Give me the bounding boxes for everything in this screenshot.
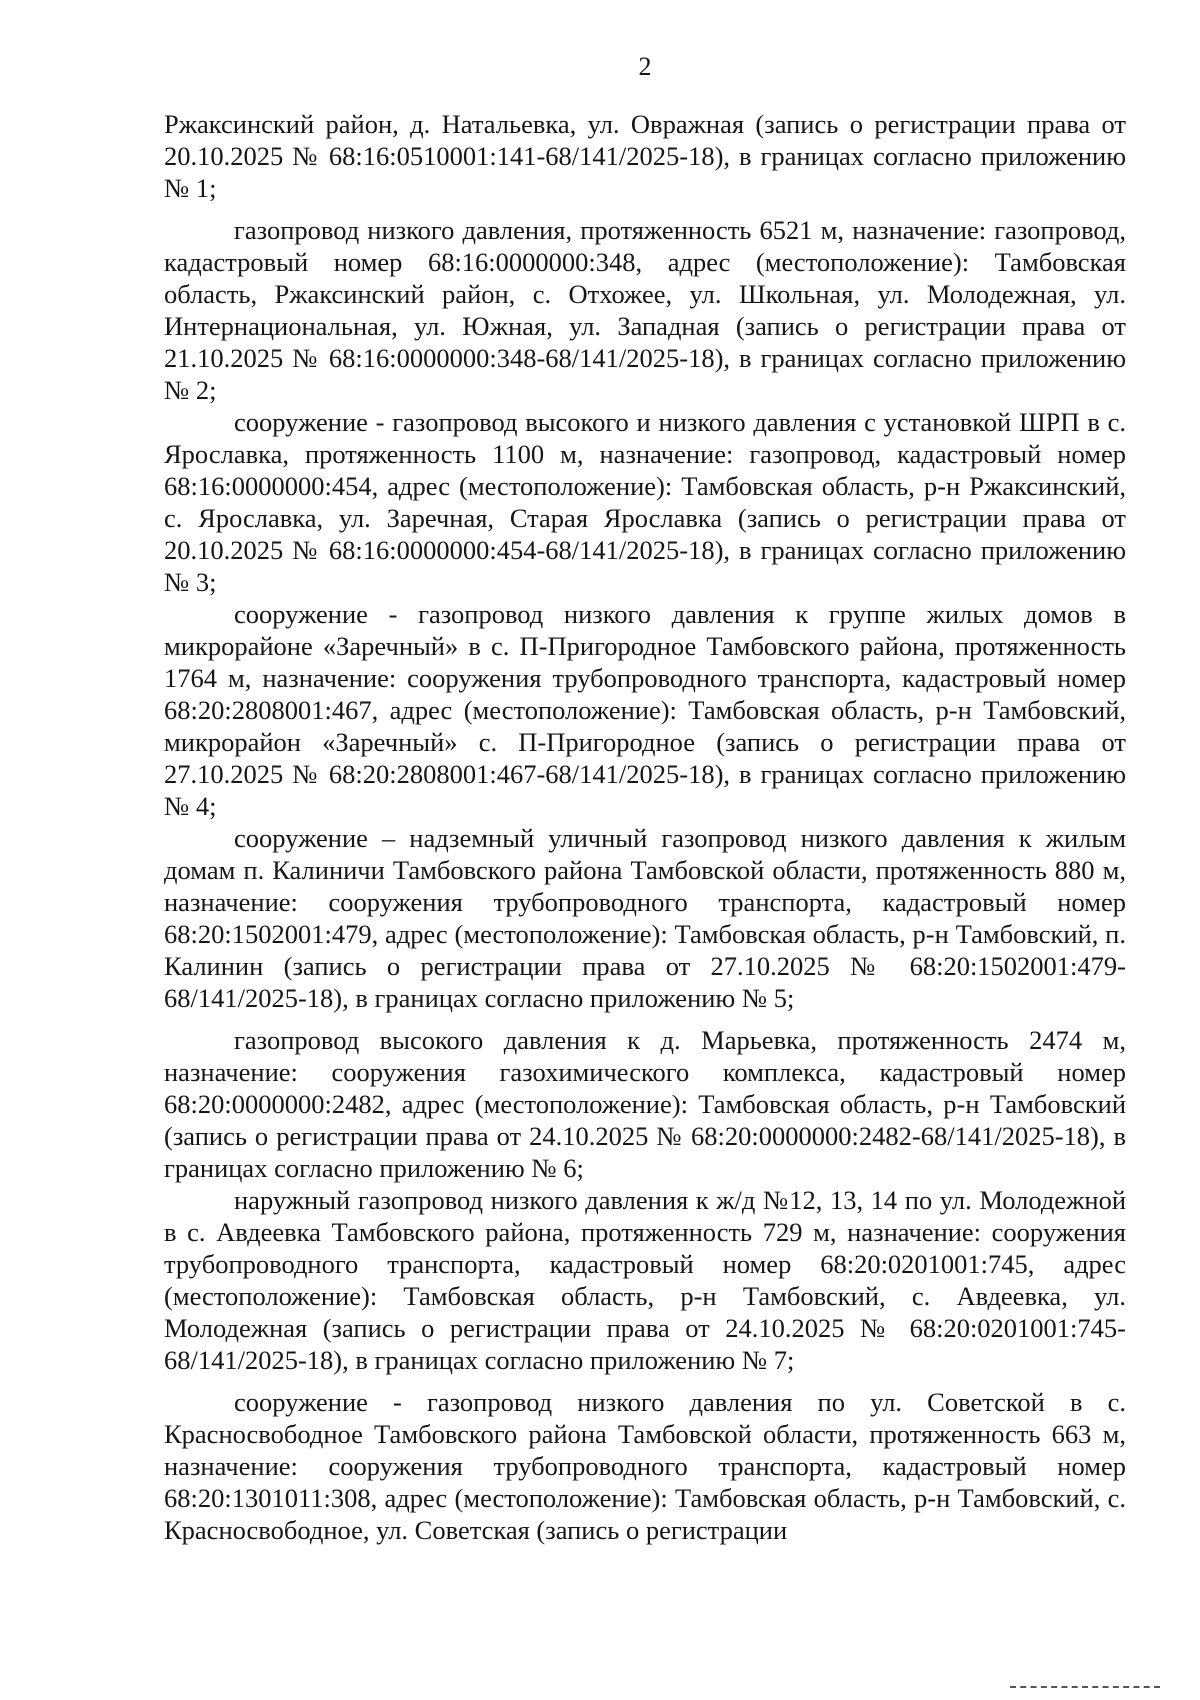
document-body — [164, 108, 1126, 1546]
paragraph-continuation: Ржаксинский район, д. Натальевка, ул. Овражная (запись о регистрации права от 20.10.2025 № 68:16:0510001:141-68/141/2025-18), в границах согласно приложению № 1; — [164, 109, 1126, 203]
paragraph-item-appendix-6: газопровод высокого давления к д. Марьевка, протяженность 2474 м, назначение: сооружения газохимического комплекса, кадастровый номер 68:20:0000000:2482, адрес (местоположение): Тамбовская область, р-н Тамбовский (запись о регистрации права от 24.10.2025 № 68:20:0000000:2482-68/141/2025-18), в границах согласно приложению № 6; — [164, 1025, 1126, 1183]
paragraph-item-appendix-5: сооружение – надземный уличный газопровод низкого давления к жилым домам п. Калиничи Тамбовского района Тамбовской области, протяженность 880 м, назначение: сооружения трубопроводного транспорта, кадастровый номер 68:20:1502001:479, адрес (местоположение): Тамбовская область, р-н Тамбовский, п. Калинин (запись о регистрации права от 27.10.2025 № 68:20:1502001:479-68/141/2025-18), в границах согласно приложению № 5; — [164, 823, 1126, 1013]
paragraph-item-appendix-8: сооружение - газопровод низкого давления по ул. Советской в с. Красносвободное Тамбовского района Тамбовской области, протяженность 663 м, назначение: сооружения трубопроводного транспорта, кадастровый номер 68:20:1301011:308, адрес (местоположение): Тамбовская область, р-н Тамбовский, с. Красносвободное, ул. Советская (запись о регистрации — [164, 1387, 1126, 1545]
paragraph-item-appendix-7: наружный газопровод низкого давления к ж/д №12, 13, 14 по ул. Молодежной в с. Авдеевка Тамбовского района, протяженность 729 м, назначение: сооружения трубопроводного транспорта, кадастровый номер 68:20:0201001:745, адрес (местоположение): Тамбовская область, р-н Тамбовский, с. Авдеевка, ул. Молодежная (запись о регистрации права от 24.10.2025 № 68:20:0201001:745-68/141/2025-18), в границах согласно приложению № 7; — [164, 1185, 1126, 1375]
paragraph-item-appendix-3: сооружение - газопровод высокого и низкого давления с установкой ШРП в с. Ярославка, протяженность 1100 м, назначение: газопровод, кадастровый номер 68:16:0000000:454, адрес (местоположение): Тамбовская область, р-н Ржаксинский, с. Ярославка, ул. Заречная, Старая Ярославка (запись о регистрации права от 20.10.2025 № 68:16:0000000:454-68/141/2025-18), в границах согласно приложению № 3; — [164, 407, 1126, 597]
paragraph-item-appendix-2: газопровод низкого давления, протяженность 6521 м, назначение: газопровод, кадастровый номер 68:16:0000000:348, адрес (местоположение): Тамбовская область, Ржаксинский район, с. Отхожее, ул. Школьная, ул. Молодежная, ул. Интернациональная, ул. Южная, ул. Западная (запись о регистрации права от 21.10.2025 № 68:16:0000000:348-68/141/2025-18), в границах согласно приложению № 2; — [164, 215, 1126, 405]
scan-edge-mark — [1010, 1686, 1160, 1692]
page-number: 2 — [638, 52, 652, 81]
paragraph-item-appendix-4: сооружение - газопровод низкого давления к группе жилых домов в микрорайоне «Заречный» в с. П-Пригородное Тамбовского района, протяженность 1764 м, назначение: сооружения трубопроводного транспорта, кадастровый номер 68:20:2808001:467, адрес (местоположение): Тамбовская область, р-н Тамбовский, микрорайон «Заречный» с. П-Пригородное (запись о регистрации права от 27.10.2025 № 68:20:2808001:467-68/141/2025-18), в границах согласно приложению № 4; — [164, 599, 1126, 821]
